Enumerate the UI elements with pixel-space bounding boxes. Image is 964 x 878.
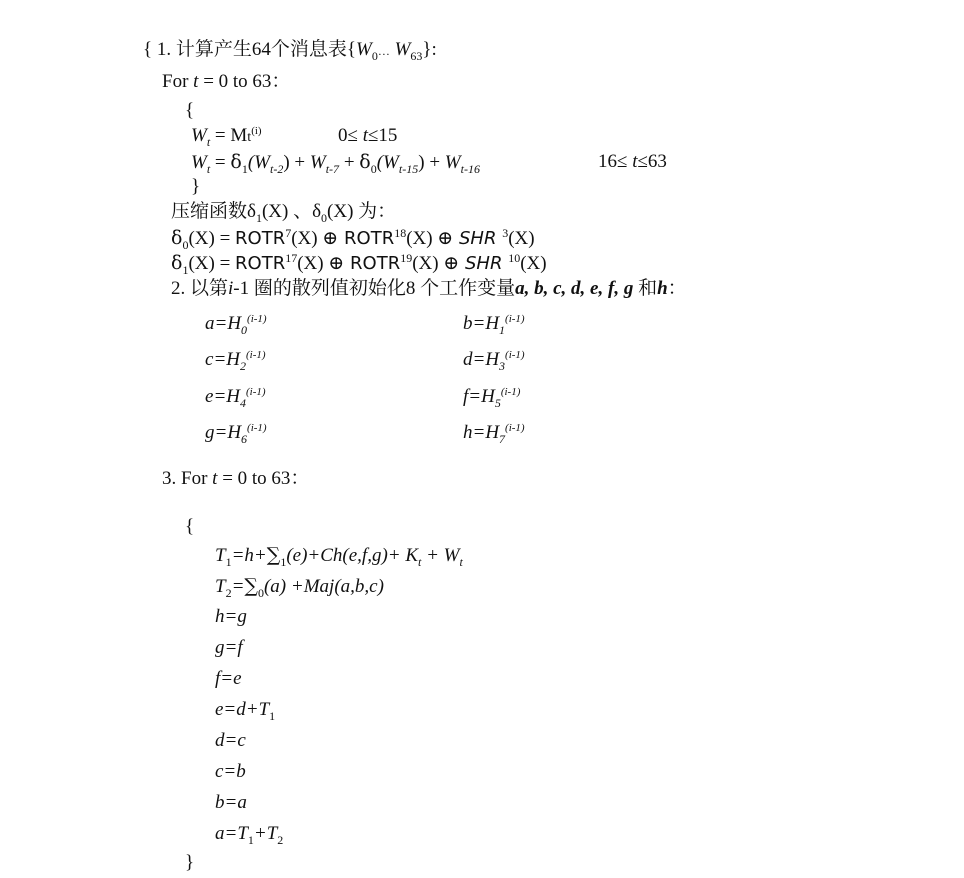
- sub: 6: [241, 432, 248, 446]
- arg1-close: ): [283, 152, 290, 173]
- assign-e: [215, 698, 275, 722]
- loop-variable: t: [193, 71, 199, 92]
- assign-a: [215, 822, 283, 846]
- plus: +: [339, 152, 360, 173]
- step2-and: 和: [633, 278, 658, 299]
- w-lhs: W: [191, 152, 207, 173]
- t2-part-a: =: [231, 576, 245, 597]
- compress-sub1: 1: [255, 211, 262, 225]
- set-open-brace: {: [346, 39, 357, 60]
- sup: (i-1): [245, 386, 266, 398]
- eq: =H: [468, 386, 495, 407]
- var: a: [205, 313, 215, 334]
- rotr-b: ROTR: [338, 228, 395, 249]
- sub: 2: [239, 359, 246, 373]
- var: e: [205, 386, 214, 407]
- rotr-a-sup: 17: [285, 251, 298, 265]
- t1-formula: [215, 543, 463, 568]
- sub: 7: [499, 432, 506, 446]
- step1-label: 1. 计算产生64个消息表: [156, 39, 347, 60]
- xor-icon: ⊕: [328, 252, 345, 274]
- delta1-sub: 1: [182, 263, 189, 277]
- delta0-symbol: δ: [171, 227, 183, 249]
- t1-part-a: =h+: [231, 545, 267, 566]
- init-a: [205, 312, 267, 336]
- step3-prefix: 3. For: [162, 468, 213, 489]
- m-symbol: M: [230, 125, 248, 146]
- sigma1-formula: [171, 251, 547, 276]
- cond-lower: 16≤: [598, 151, 633, 172]
- eq: =H: [472, 313, 500, 334]
- w0-subscript: 0: [371, 49, 378, 63]
- for-keyword: For: [162, 71, 194, 92]
- var: f: [463, 386, 469, 407]
- t1-part-d: + W: [421, 545, 460, 566]
- w63-symbol: W: [394, 39, 411, 60]
- w7: W: [309, 152, 326, 173]
- delta1-symbol: δ: [171, 252, 183, 274]
- step2-h: h: [657, 278, 668, 299]
- step3-heading: [162, 467, 309, 491]
- init-g: [205, 421, 267, 445]
- delta1-sub: 1: [241, 162, 248, 176]
- compress-label: [171, 200, 396, 224]
- w-def-2: [191, 150, 480, 175]
- arg2-sub: t-15: [398, 162, 419, 176]
- eq: =H: [213, 386, 240, 407]
- init-e: [205, 385, 266, 409]
- cond-var: t: [632, 151, 638, 172]
- init-c: [205, 348, 266, 372]
- cond-upper: ≤15: [367, 125, 398, 146]
- w-sub: t: [459, 555, 463, 569]
- var: d: [463, 349, 473, 370]
- outer-open-brace: {: [143, 39, 153, 60]
- a-sub1: 1: [247, 833, 254, 847]
- step2-colon: ：: [667, 278, 687, 299]
- t2-lhs: T: [215, 576, 226, 597]
- arg1: (W: [247, 152, 270, 173]
- eq: =H: [213, 349, 240, 370]
- step2-mid: -1 圈的散列值初始化8 个工作变量: [233, 278, 516, 299]
- t2-part-c: +Maj(a,b,c): [286, 576, 384, 597]
- compress-text: 压缩函数δ: [171, 201, 256, 222]
- sigma-upper-icon: ∑: [244, 575, 258, 597]
- rotr-b-sup: 18: [394, 226, 407, 240]
- xor-icon: ⊕: [437, 227, 454, 249]
- step1-open-brace: {: [185, 100, 195, 121]
- t2-formula: [215, 574, 384, 599]
- t1-sub: 1: [225, 555, 232, 569]
- step1-heading: [143, 38, 437, 63]
- var: c: [205, 349, 214, 370]
- sigma-sub: 1: [280, 555, 287, 569]
- arg-a: (X): [291, 228, 323, 249]
- init-h: [463, 421, 525, 445]
- w16-sub: t-16: [460, 162, 480, 176]
- plus: +: [289, 152, 310, 173]
- step2-prefix: 2. 以第: [171, 278, 229, 299]
- sup: (i-1): [500, 386, 521, 398]
- eq: =H: [472, 349, 500, 370]
- var: b: [463, 313, 473, 334]
- w16: W: [444, 152, 461, 173]
- sup: (i-1): [247, 313, 267, 325]
- arg2-close: ): [418, 152, 425, 173]
- sub: 3: [499, 359, 506, 373]
- shr-sup: 10: [508, 251, 521, 265]
- cond-upper: ≤63: [637, 151, 667, 172]
- arg2: (W: [376, 152, 399, 173]
- step3-open-brace: {: [185, 516, 195, 537]
- w-def-1: [191, 124, 262, 150]
- init-b: [463, 312, 525, 336]
- step2-vars: a, b, c, d, e, f, g: [515, 278, 634, 299]
- arg: (X) =: [188, 253, 236, 274]
- assign-f: f=e: [215, 668, 242, 689]
- xor-icon: ⊕: [322, 227, 339, 249]
- t2-sub: 2: [225, 586, 232, 600]
- equals: =: [210, 125, 231, 146]
- sup: (i-1): [505, 313, 525, 325]
- w-lhs: W: [191, 125, 207, 146]
- step2-heading: [171, 277, 687, 301]
- compress-sub0: 0: [321, 211, 328, 225]
- loop-range: = 0 to 63：: [217, 468, 310, 489]
- sup: (i-1): [505, 349, 525, 361]
- arg-b: (X): [406, 228, 438, 249]
- rotr-a-sup: 7: [285, 226, 292, 240]
- t2-part-b: (a): [263, 576, 287, 597]
- a-expr: a=T: [215, 823, 248, 844]
- w-def-2-cond: [598, 150, 667, 174]
- delta0-sub: 0: [370, 162, 377, 176]
- sub: 5: [494, 396, 501, 410]
- sub: 0: [241, 323, 248, 337]
- loop-range: = 0 to 63：: [198, 71, 291, 92]
- step3-close-brace: }: [185, 852, 195, 873]
- w-def-1-cond: [338, 124, 397, 148]
- sigma-upper-icon: ∑: [266, 544, 281, 566]
- m-sub: t: [247, 130, 252, 145]
- xor-icon: ⊕: [443, 252, 460, 274]
- shr: SHR: [453, 228, 503, 249]
- ellipsis: …: [377, 44, 390, 58]
- cond-var: t: [362, 125, 368, 146]
- sigma-sub: 0: [257, 586, 264, 600]
- rotr-b: ROTR: [344, 253, 401, 274]
- assign-b: b=a: [215, 792, 247, 813]
- var: g: [205, 422, 215, 443]
- eq: =H: [472, 422, 500, 443]
- assign-c: c=b: [215, 761, 246, 782]
- arg-c: (X): [508, 228, 535, 249]
- e-sub: 1: [269, 709, 276, 723]
- w-lhs-sub: t: [206, 162, 211, 176]
- shr: SHR: [459, 253, 509, 274]
- sup: (i-1): [505, 422, 525, 434]
- sup: (i-1): [245, 349, 266, 361]
- m-sup: (i): [251, 125, 262, 137]
- arg-c: (X): [520, 253, 547, 274]
- sigma0-formula: [171, 226, 535, 251]
- arg: (X) =: [188, 228, 236, 249]
- step1-close-brace: }: [191, 176, 201, 197]
- sub: 4: [239, 396, 246, 410]
- eq: =H: [214, 313, 242, 334]
- init-f: [463, 385, 520, 409]
- loop-variable: t: [212, 468, 218, 489]
- t1-part-b: (e): [286, 545, 308, 566]
- rotr-a: ROTR: [235, 253, 286, 274]
- delta0-sub: 0: [182, 238, 189, 252]
- arg-a: (X): [297, 253, 329, 274]
- assign-h: h=g: [215, 606, 247, 627]
- a-expr-b: +T: [253, 823, 278, 844]
- eq: =H: [214, 422, 242, 443]
- assign-g: g=f: [215, 637, 243, 658]
- equals: =: [210, 152, 231, 173]
- delta0-symbol: δ: [359, 151, 371, 173]
- init-d: [463, 348, 525, 372]
- step2-i: i: [228, 278, 234, 299]
- w7-sub: t-7: [325, 162, 340, 176]
- delta1-symbol: δ: [230, 151, 242, 173]
- w0-symbol: W: [356, 39, 372, 60]
- a-sub2: 2: [277, 833, 284, 847]
- compress-end: (X) 为：: [327, 201, 397, 222]
- sub: 1: [499, 323, 506, 337]
- sup: (i-1): [247, 422, 267, 434]
- t1-part-c: +Ch(e,f,g)+ K: [307, 545, 419, 566]
- rotr-b-sup: 19: [400, 251, 413, 265]
- plus: +: [424, 152, 445, 173]
- t1-lhs: T: [215, 545, 226, 566]
- cond-lower: 0≤: [338, 125, 363, 146]
- w63-subscript: 63: [410, 49, 423, 63]
- compress-mid: (X) 、δ: [261, 201, 322, 222]
- set-close-brace: }:: [422, 39, 437, 60]
- step1-for-line: [162, 70, 290, 94]
- k-sub: t: [418, 555, 422, 569]
- e-expr: e=d+T: [215, 699, 270, 720]
- shr-sup: 3: [502, 226, 509, 240]
- arg-b: (X): [412, 253, 444, 274]
- var: h: [463, 422, 473, 443]
- assign-d: d=c: [215, 730, 246, 751]
- w-lhs-sub: t: [206, 135, 211, 149]
- rotr-a: ROTR: [235, 228, 286, 249]
- arg1-sub: t-2: [270, 162, 284, 176]
